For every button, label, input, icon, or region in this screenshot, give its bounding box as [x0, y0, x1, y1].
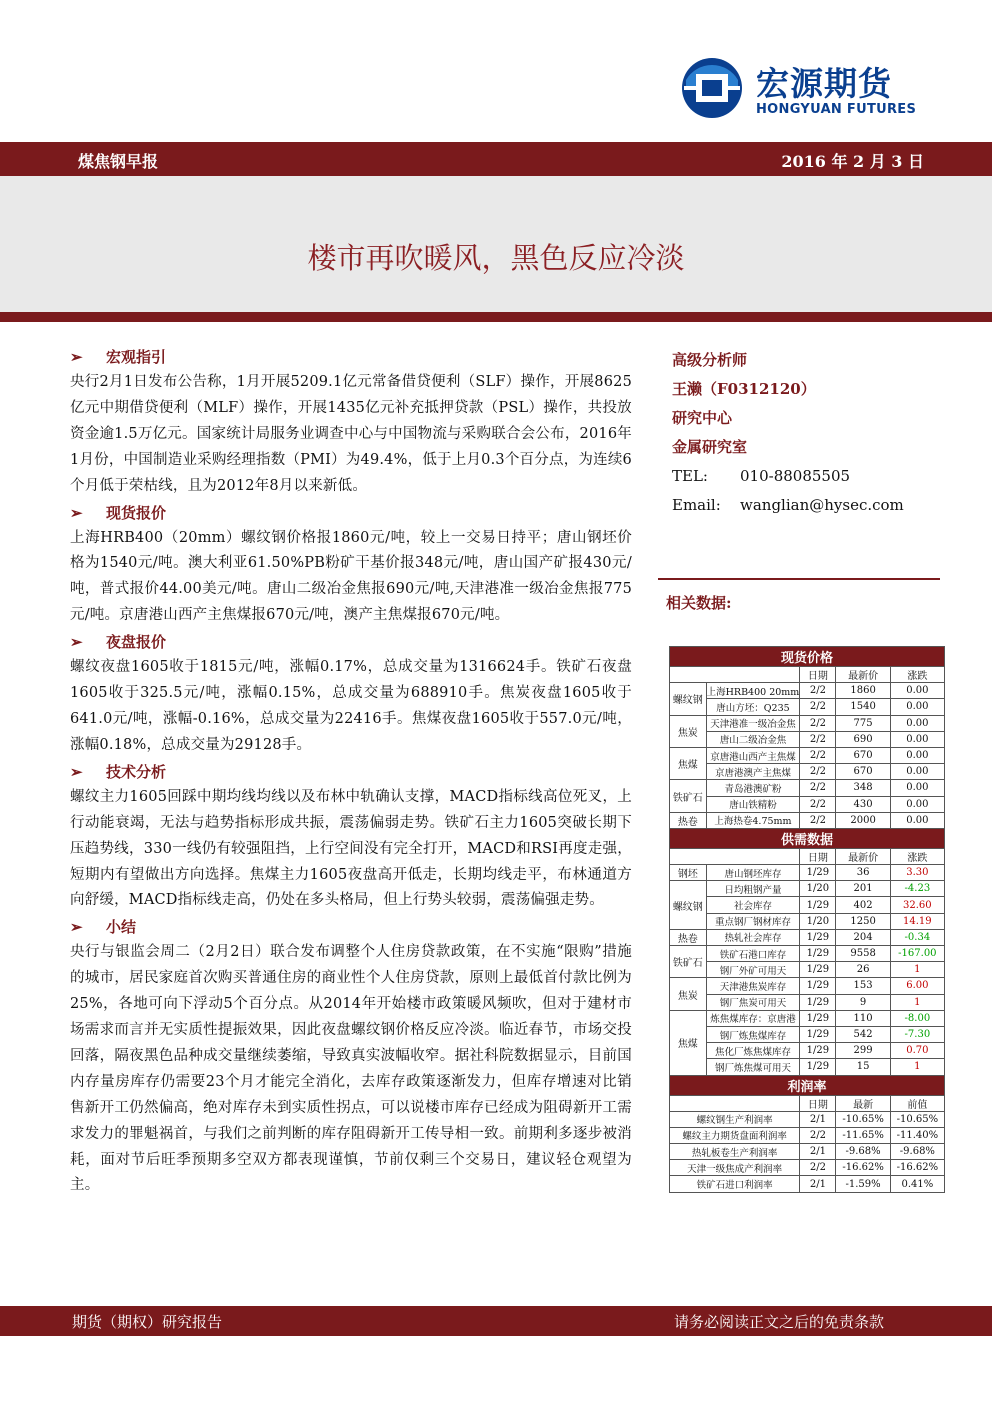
table-item-cell: 天津一级焦成产利润率 [670, 1160, 800, 1176]
section-text-macro: 央行2月1日发布公告称，1月开展5209.1亿元常备借贷便利（SLF）操作，开展8625亿元中期借贷便利（MLF）操作，开展1435亿元补充抵押贷款（PSL）操作，共投放资金逾1.5万亿元。国家统计局服务业调查中心与中国物流与采购联合会公布，2016年1月份，中国制造业采购经理指数（PMI）为49.4%，低于上月0.3个百分点，为连续6个月低于荣枯线，且为2012年8月以来新低。 [70, 374, 632, 494]
sidebar-divider [658, 578, 940, 580]
table-item-cell: 天津港焦炭库存 [706, 978, 800, 994]
table-date-cell: 1/29 [800, 962, 836, 978]
table-value-cell: -16.62% [836, 1160, 890, 1176]
table-section-title: 利润率 [670, 1075, 945, 1095]
table-change-cell: 0.00 [890, 780, 944, 796]
analyst-tel: TEL: 010-88085505 [672, 467, 851, 485]
table-row [670, 1043, 945, 1059]
table-date-cell: 1/29 [800, 946, 836, 962]
table-item-cell: 青岛港澳矿粉 [706, 780, 800, 796]
table-date-cell: 1/29 [800, 897, 836, 913]
table-item-cell: 重点钢厂钢材库存 [706, 913, 800, 929]
table-row [670, 812, 945, 828]
report-title: 楼市再吹暖风，黑色反应冷淡 [307, 241, 685, 275]
table-row [670, 715, 945, 731]
analyst-name: 王濑（F0312120） [672, 380, 816, 398]
table-value-cell: 775 [836, 715, 890, 731]
table-date-cell: 1/29 [800, 1043, 836, 1059]
table-date-cell: 2/1 [800, 1144, 836, 1160]
table-change-cell: 3.30 [890, 865, 944, 881]
table-value-cell: 204 [836, 929, 890, 945]
table-row [670, 1026, 945, 1042]
table-item-cell: 炼焦煤库存：京唐港 [706, 1010, 800, 1026]
section-heading-spot: ➢ 现货报价 [70, 500, 632, 526]
table-item-cell: 热轧板卷生产利润率 [670, 1144, 800, 1160]
table-category-cell: 铁矿石 [670, 780, 707, 812]
table-value-cell: 1860 [836, 683, 890, 699]
table-row [670, 1059, 945, 1075]
table-value-cell: 670 [836, 764, 890, 780]
table-value-cell: 402 [836, 897, 890, 913]
table-item-cell: 焦化厂炼焦煤库存 [706, 1043, 800, 1059]
table-row [670, 683, 945, 699]
table-change-cell: -16.62% [890, 1160, 944, 1176]
table-change-cell: -167.00 [890, 946, 944, 962]
table-date-cell: 2/1 [800, 1111, 836, 1127]
section-text-spot: 上海HRB400（20mm）螺纹钢价格报1860元/吨，较上一交易日持平；唐山钢坯价格为1540元/吨。澳大利亚61.50%PB粉矿干基价报348元/吨，唐山国产矿报430元/吨，普式报价44.00美元/吨。唐山二级冶金焦报690元/吨,天津港准一级冶金焦报775元/吨。京唐港山西产主焦煤报670元/吨，澳产主焦煤报670元/吨。 [70, 529, 632, 624]
table-change-cell: 0.00 [890, 812, 944, 828]
table-value-cell: -11.65% [836, 1127, 890, 1143]
table-item-cell: 上海HRB400 20mm [706, 683, 800, 699]
table-value-cell: 690 [836, 731, 890, 747]
table-date-cell: 1/20 [800, 913, 836, 929]
table-date-cell: 2/2 [800, 715, 836, 731]
table-row [670, 978, 945, 994]
table-header-blank [670, 848, 800, 864]
table-column-header: 前值 [890, 1095, 944, 1111]
table-value-cell: 36 [836, 865, 890, 881]
main-content [70, 344, 632, 1199]
table-row [670, 1176, 945, 1192]
table-item-cell: 铁矿石进口利润率 [670, 1176, 800, 1192]
table-value-cell: 15 [836, 1059, 890, 1075]
footer-bar [0, 1306, 992, 1336]
table-column-header: 日期 [800, 667, 836, 683]
table-value-cell: 542 [836, 1026, 890, 1042]
table-value-cell: 2000 [836, 812, 890, 828]
table-category-cell: 铁矿石 [670, 946, 707, 978]
table-row [670, 1010, 945, 1026]
table-value-cell: 9558 [836, 946, 890, 962]
table-category-cell: 螺纹钢 [670, 683, 707, 715]
table-date-cell: 2/2 [800, 1127, 836, 1143]
chevron-right-icon: ➢ [70, 503, 83, 522]
header-bar [0, 142, 992, 176]
table-item-cell: 热轧社会库存 [706, 929, 800, 945]
section-heading-night: ➢ 夜盘报价 [70, 629, 632, 655]
table-value-cell: -9.68% [836, 1144, 890, 1160]
table-date-cell: 2/2 [800, 796, 836, 812]
table-item-cell: 日均粗钢产量 [706, 881, 800, 897]
table-category-cell: 热卷 [670, 929, 707, 945]
chevron-right-icon: ➢ [70, 633, 83, 652]
table-category-cell: 焦炭 [670, 978, 707, 1010]
table-column-header: 最新价 [836, 848, 890, 864]
section-text-summary: 央行与银监会周二（2月2日）联合发布调整个人住房贷款政策，在不实施“限购”措施的城市，居民家庭首次购买普通住房的商业性个人住房贷款，原则上最低首付款比例为25%，各地可向下浮动5个百分点。从2014年开始楼市政策暖风频吹，但对于建材市场需求而言并无实质性提振效果，因此夜盘螺纹钢价格反应冷淡。临近春节，市场交投回落，隔夜黑色品种成交量继续萎缩，导致真实波幅收窄。据社科院数据显示，目前国内存量房库存仍需要23个月才能完全消化，去库存政策逐渐发力，但库存增速对比销售新开工仍然偏高，绝对库存未到实质性拐点，可以说楼市库存已经成为阻碍新开工需求发力的罪魁祸首，与我们之前判断的库存阻碍新开工传导相一致。前期利多逐步被消耗，面对节后旺季预期多空双方都表现谨慎，节前仅剩三个交易日，建议轻仓观望为主。 [70, 944, 632, 1194]
table-date-cell: 1/20 [800, 881, 836, 897]
table-item-cell: 上海热卷4.75mm [706, 812, 800, 828]
section-heading-summary: ➢ 小结 [70, 914, 632, 940]
table-change-cell: 32.60 [890, 897, 944, 913]
table-change-cell: 0.70 [890, 1043, 944, 1059]
table-value-cell: 299 [836, 1043, 890, 1059]
table-date-cell: 2/1 [800, 1176, 836, 1192]
table-change-cell: -9.68% [890, 1144, 944, 1160]
table-change-cell: 0.41% [890, 1176, 944, 1192]
table-section-title: 现货价格 [670, 647, 945, 667]
table-row [670, 994, 945, 1010]
company-logo [676, 52, 926, 132]
table-row [670, 1160, 945, 1176]
table-row [670, 780, 945, 796]
table-row [670, 962, 945, 978]
table-header-blank [670, 667, 800, 683]
table-change-cell: -4.23 [890, 881, 944, 897]
table-change-cell: 0.00 [890, 715, 944, 731]
table-item-cell: 唐山方坯：Q235 [706, 699, 800, 715]
table-date-cell: 2/2 [800, 683, 836, 699]
footer-disclaimer: 请务必阅读正文之后的免责条款 [673, 1313, 884, 1331]
table-item-cell: 钢厂外矿可用天 [706, 962, 800, 978]
section-text-technical: 螺纹主力1605回踩中期均线均线以及布林中轨确认支撑，MACD指标线高位死叉，上行动能衰竭，无法与趋势指标形成共振，震荡偏弱走势。铁矿石主力1605突破长期下压趋势线，330一线仍有较强阻挡，上行空间没有完全打开，MACD和RSI再度走强，短期内有望做出方向选择。焦煤主力1605夜盘高开低走，长期均线走平，布林通道方向舒缓，MACD指标线走高，仍处在多头格局，但上行势头较弱，震荡偏强走势。 [70, 788, 632, 909]
table-value-cell: 153 [836, 978, 890, 994]
table-change-cell: -10.65% [890, 1111, 944, 1127]
table-date-cell: 2/2 [800, 1160, 836, 1176]
table-value-cell: 430 [836, 796, 890, 812]
table-row [670, 897, 945, 913]
table-date-cell: 1/29 [800, 865, 836, 881]
table-date-cell: 1/29 [800, 978, 836, 994]
title-divider [0, 312, 992, 322]
table-value-cell: 348 [836, 780, 890, 796]
table-category-cell: 焦煤 [670, 1010, 707, 1075]
table-change-cell: 1 [890, 994, 944, 1010]
table-row [670, 881, 945, 897]
table-column-header: 最新价 [836, 667, 890, 683]
table-date-cell: 2/2 [800, 731, 836, 747]
table-column-header: 涨跌 [890, 848, 944, 864]
chevron-right-icon: ➢ [70, 348, 83, 366]
table-item-cell: 唐山钢坯库存 [706, 865, 800, 881]
table-category-cell: 焦煤 [670, 747, 707, 779]
table-row [670, 747, 945, 763]
table-change-cell: -11.40% [890, 1127, 944, 1143]
logo-english-name: HONGYUAN FUTURES [756, 102, 917, 117]
table-change-cell: 0.00 [890, 764, 944, 780]
hongyuan-logo-icon [680, 56, 744, 120]
table-change-cell: -0.34 [890, 929, 944, 945]
table-category-cell: 螺纹钢 [670, 881, 707, 930]
table-row [670, 1144, 945, 1160]
table-date-cell: 1/29 [800, 1026, 836, 1042]
table-change-cell: 6.00 [890, 978, 944, 994]
table-row [670, 946, 945, 962]
table-change-cell: 0.00 [890, 796, 944, 812]
table-item-cell: 京唐港澳产主焦煤 [706, 764, 800, 780]
table-change-cell: 14.19 [890, 913, 944, 929]
table-category-cell: 钢坯 [670, 865, 707, 881]
table-column-header: 最新 [836, 1095, 890, 1111]
table-row [670, 929, 945, 945]
table-value-cell: 201 [836, 881, 890, 897]
table-date-cell: 1/29 [800, 1059, 836, 1075]
table-value-cell: 9 [836, 994, 890, 1010]
table-change-cell: 0.00 [890, 747, 944, 763]
footer-report-type: 期货（期权）研究报告 [72, 1313, 223, 1331]
analyst-email[interactable]: Email: wanglian@hysec.com [672, 496, 904, 514]
report-date: 2016 年 2 月 3 日 [781, 152, 924, 171]
analyst-info [672, 346, 942, 520]
analyst-dept: 研究中心 [672, 409, 733, 427]
table-value-cell: -1.59% [836, 1176, 890, 1192]
table-date-cell: 1/29 [800, 1010, 836, 1026]
table-category-cell: 热卷 [670, 812, 707, 828]
table-change-cell: 0.00 [890, 731, 944, 747]
table-item-cell: 钢厂焦炭可用天 [706, 994, 800, 1010]
table-row [670, 699, 945, 715]
table-column-header: 日期 [800, 848, 836, 864]
chevron-right-icon: ➢ [70, 762, 83, 781]
table-row [670, 796, 945, 812]
table-row [670, 913, 945, 929]
table-change-cell: 0.00 [890, 683, 944, 699]
table-row [670, 1127, 945, 1143]
table-column-header: 涨跌 [890, 667, 944, 683]
table-item-cell: 钢厂炼焦煤可用天 [706, 1059, 800, 1075]
chevron-right-icon: ➢ [70, 918, 83, 937]
table-section-title: 供需数据 [670, 828, 945, 848]
table-value-cell: 670 [836, 747, 890, 763]
logo-chinese-name: 宏源期货 [756, 64, 892, 103]
table-item-cell: 唐山铁精粉 [706, 796, 800, 812]
table-item-cell: 京唐港山西产主焦煤 [706, 747, 800, 763]
table-item-cell: 铁矿石港口库存 [706, 946, 800, 962]
table-value-cell: 1250 [836, 913, 890, 929]
table-row [670, 731, 945, 747]
table-value-cell: 110 [836, 1010, 890, 1026]
table-value-cell: 1540 [836, 699, 890, 715]
table-change-cell: 1 [890, 1059, 944, 1075]
analyst-role: 高级分析师 [672, 351, 748, 369]
section-heading-macro: ➢ 宏观指引 [70, 344, 632, 370]
table-change-cell: 1 [890, 962, 944, 978]
table-header-blank [670, 1095, 800, 1111]
table-date-cell: 2/2 [800, 812, 836, 828]
table-date-cell: 2/2 [800, 780, 836, 796]
table-category-cell: 焦炭 [670, 715, 707, 747]
section-text-night: 螺纹夜盘1605收于1815元/吨，涨幅0.17%，总成交量为1316624手。铁矿石夜盘1605收于325.5元/吨，涨幅0.15%，总成交量为688910手。焦炭夜盘1605收于641.0元/吨，涨幅-0.16%，总成交量为22416手。焦煤夜盘1605收于557.0元/吨，涨幅0.18%，总成交量为29128手。 [70, 659, 632, 753]
table-value-cell: 26 [836, 962, 890, 978]
table-date-cell: 2/2 [800, 747, 836, 763]
section-heading-technical: ➢ 技术分析 [70, 759, 632, 785]
table-item-cell: 钢厂炼焦煤库存 [706, 1026, 800, 1042]
table-row [670, 865, 945, 881]
table-column-header: 日期 [800, 1095, 836, 1111]
related-data-label: 相关数据: [666, 594, 732, 612]
table-change-cell: -8.00 [890, 1010, 944, 1026]
table-item-cell: 天津港准一级冶金焦 [706, 715, 800, 731]
table-item-cell: 唐山二级冶金焦 [706, 731, 800, 747]
table-row [670, 764, 945, 780]
table-row [670, 1111, 945, 1127]
table-date-cell: 1/29 [800, 994, 836, 1010]
report-name: 煤焦钢早报 [78, 152, 159, 171]
market-data-table [669, 646, 945, 1193]
table-item-cell: 螺纹主力期货盘面利润率 [670, 1127, 800, 1143]
table-date-cell: 2/2 [800, 764, 836, 780]
table-date-cell: 2/2 [800, 699, 836, 715]
table-item-cell: 螺纹钢生产利润率 [670, 1111, 800, 1127]
table-item-cell: 社会库存 [706, 897, 800, 913]
table-value-cell: -10.65% [836, 1111, 890, 1127]
table-change-cell: -7.30 [890, 1026, 944, 1042]
table-change-cell: 0.00 [890, 699, 944, 715]
table-date-cell: 1/29 [800, 929, 836, 945]
analyst-team: 金属研究室 [672, 438, 748, 456]
